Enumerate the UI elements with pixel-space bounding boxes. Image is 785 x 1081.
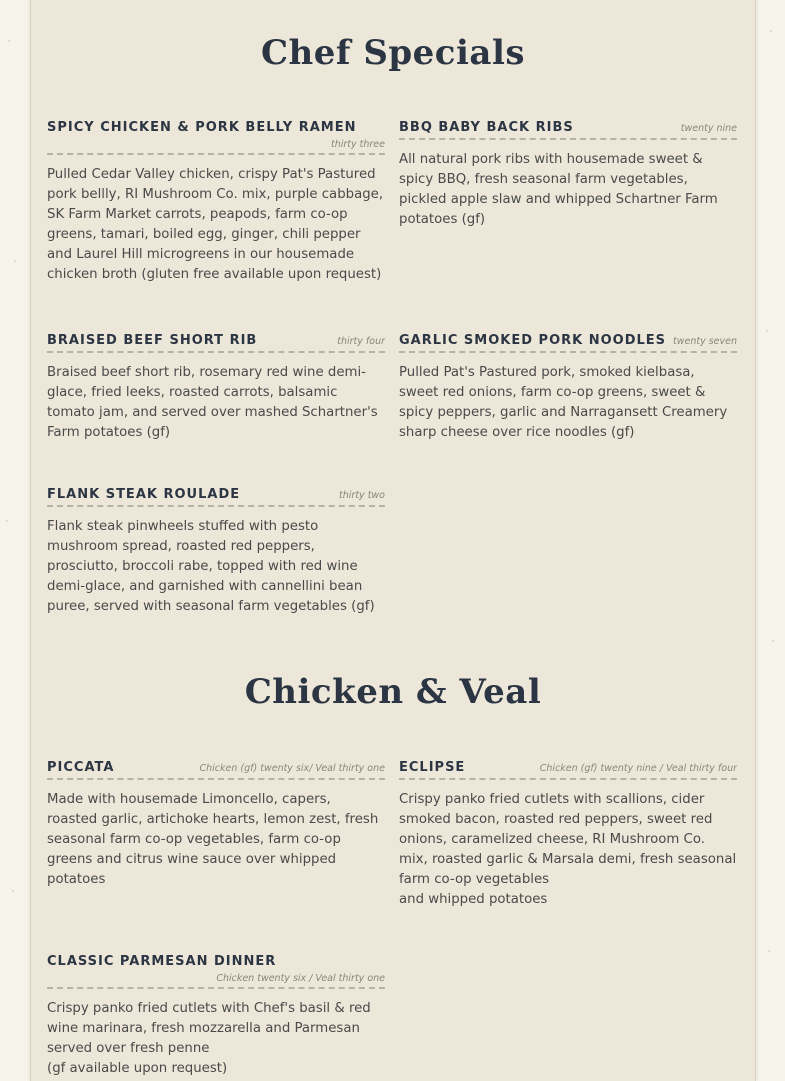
menu-item-header [47, 120, 385, 155]
menu-item-ramen [47, 120, 385, 285]
menu-item-header [399, 333, 737, 353]
menu-item-name: FLANK STEAK ROULADE [47, 487, 241, 502]
menu-item-header [399, 760, 737, 780]
section-title-chef-specials: Chef Specials [260, 33, 526, 73]
menu-item-short-rib [47, 333, 385, 443]
menu-item-price: thirty four [337, 336, 385, 347]
menu-item-pork-noodles [399, 333, 737, 443]
menu-item-name: BRAISED BEEF SHORT RIB [47, 333, 258, 348]
menu-item-name: GARLIC SMOKED PORK NOODLES [399, 333, 667, 348]
menu-item-name: PICCATA [47, 760, 115, 775]
menu-item-description: Made with housemade Limoncello, capers, roasted garlic, artichoke hearts, lemon zest, fresh seasonal farm co-op vegetables, farm co-op greens and citrus wine sauce over whipped potatoes [47, 792, 379, 887]
menu-item-price: thirty two [339, 490, 385, 501]
menu-item-description [399, 790, 737, 910]
menu-item-description-main: Crispy panko fried cutlets with scallions, cider smoked bacon, roasted red peppers, sweet red onions, caramelized cheese, RI Mushroom Co. mix, roasted garlic & Marsala demi, fresh seasonal farm co-op vegetables [399, 792, 737, 887]
menu-item-price: twenty seven [672, 336, 737, 347]
menu-item-description-extra: (gf available upon request) [47, 1061, 228, 1076]
menu-item-header [47, 760, 385, 780]
menu-item-description: Flank steak pinwheels stuffed with pesto mushroom spread, roasted red peppers, prosciutto, broccoli rabe, topped with red wine demi-glace, and garnished with cannellini bean puree, served with seasonal farm vegetables (gf) [47, 519, 375, 614]
menu-item-description: Braised beef short rib, rosemary red wine demi-glace, fried leeks, roasted carrots, balsamic tomato jam, and served over mashed Schartner's Farm potatoes (gf) [47, 365, 378, 440]
menu-item-name: BBQ BABY BACK RIBS [399, 120, 574, 135]
menu-item-header [47, 487, 385, 507]
menu-item-description: All natural pork ribs with housemade sweet & spicy BBQ, fresh seasonal farm vegetables, pickled apple slaw and whipped Schartner Farm potatoes (gf) [399, 152, 718, 227]
menu-item-ribs [399, 120, 737, 230]
menu-item-price: Chicken twenty six / Veal thirty one [216, 973, 385, 984]
menu-item-description-main: Crispy panko fried cutlets with Chef's basil & red wine marinara, fresh mozzarella and Parmesan served over fresh penne [47, 1001, 371, 1056]
menu-item-parmesan [47, 954, 385, 1079]
menu-item-eclipse [399, 760, 737, 910]
menu-item-price: thirty three [331, 139, 385, 150]
section-title-chicken-veal: Chicken & Veal [244, 672, 542, 712]
menu-item-name: CLASSIC PARMESAN DINNER [47, 954, 277, 969]
menu-item-description: Pulled Cedar Valley chicken, crispy Pat's Pastured pork bellly, RI Mushroom Co. mix, purple cabbage, SK Farm Market carrots, peapods, farm co-op greens, tamari, boiled egg, ginger, chili pepper and Laurel Hill microgreens in our housemade chicken broth (gluten free available upon request) [47, 167, 384, 282]
menu-item-price: twenty nine [680, 123, 737, 134]
menu-item-flank-steak [47, 487, 385, 617]
menu-page [30, 0, 756, 1081]
menu-item-header [47, 954, 385, 989]
menu-item-price: Chicken (gf) twenty nine / Veal thirty four [539, 763, 737, 774]
menu-item-name: SPICY CHICKEN & PORK BELLY RAMEN [47, 120, 357, 135]
menu-item-name: ECLIPSE [399, 760, 466, 775]
menu-item-price: Chicken (gf) twenty six/ Veal thirty one [199, 763, 385, 774]
menu-item-header [399, 120, 737, 140]
menu-item-description-extra: and whipped potatoes [399, 892, 548, 907]
menu-item-description: Pulled Pat's Pastured pork, smoked kielbasa, sweet red onions, farm co-op greens, sweet & spicy peppers, garlic and Narragansett Creamery sharp cheese over rice noodles (gf) [399, 365, 728, 440]
menu-item-header [47, 333, 385, 353]
menu-item-piccata [47, 760, 385, 890]
menu-item-description [47, 999, 385, 1079]
